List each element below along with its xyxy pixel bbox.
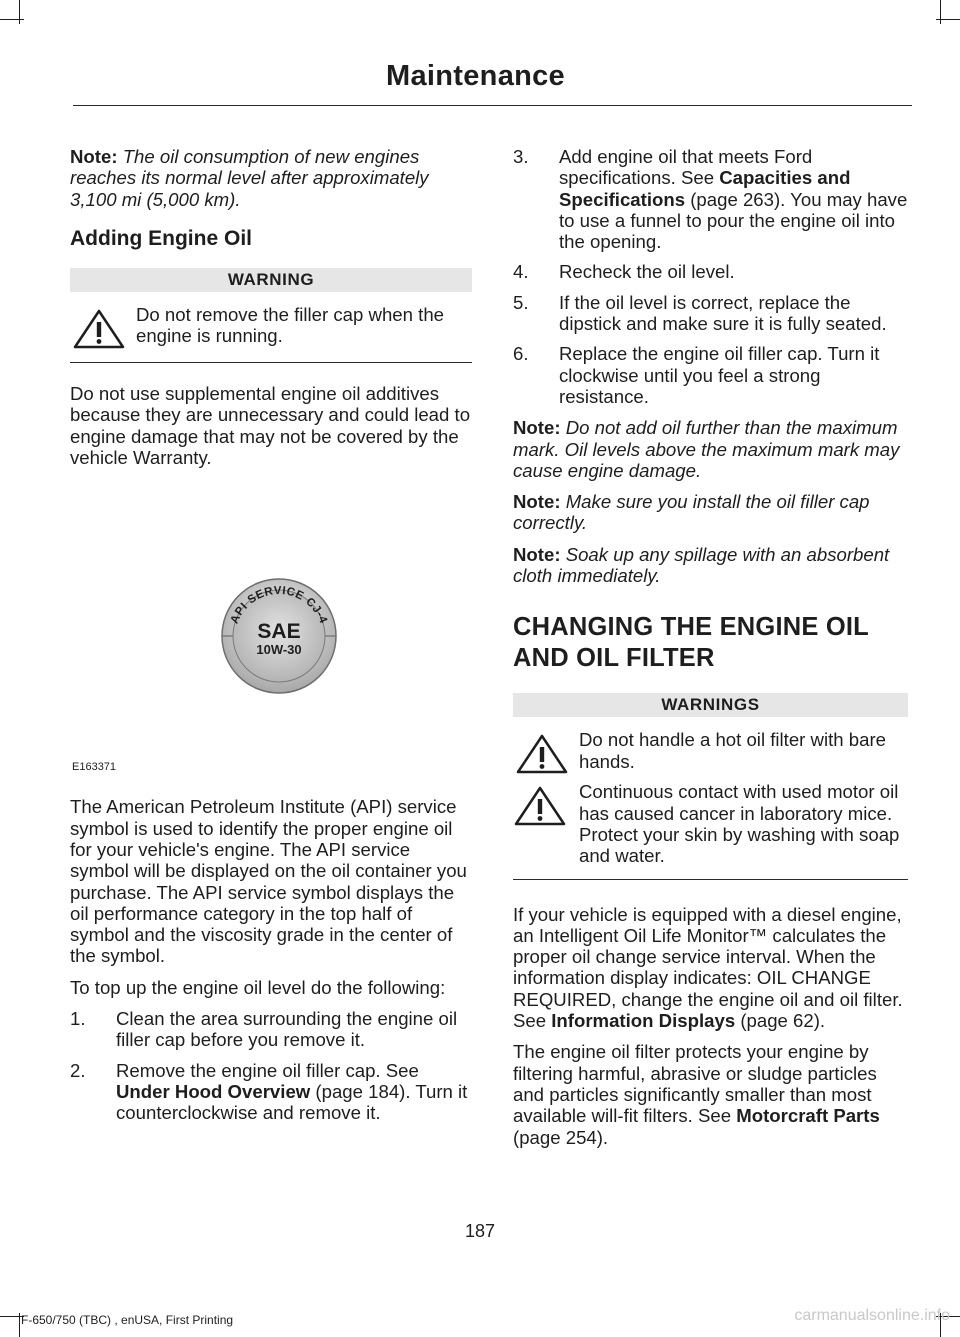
api-service-symbol xyxy=(219,576,339,696)
top-up-steps-right xyxy=(513,146,908,407)
under-hood-overview-link[interactable]: Under Hood Overview xyxy=(116,1080,311,1102)
warning-triangle-icon xyxy=(515,733,569,775)
top-up-intro: To top up the engine oil level do the following: xyxy=(70,976,446,998)
crop-mark xyxy=(0,19,24,20)
api-paragraph: The American Petroleum Institute (API) service symbol is used to identify the proper engine oil for your vehicle's engine. The API service symbol will be displayed on the oil container you purchase. The API service symbol displays the oil performance category in the top half of symbol and the viscosity grade in the center of the symbol. xyxy=(70,796,467,967)
warning-triangle-icon xyxy=(72,308,126,350)
header-rule xyxy=(73,105,912,106)
note-spillage: Note: Soak up any spillage with an absorbent cloth immediately. xyxy=(513,543,890,587)
list-item: 4. Recheck the oil level. xyxy=(513,261,735,283)
edition-info: F-650/750 (TBC) , enUSA, First Printing xyxy=(21,1313,234,1327)
symbol-top-text: API SERVICE CJ-4 xyxy=(228,585,330,626)
symbol-grade-text: 10W-30 xyxy=(256,642,302,658)
right-column xyxy=(513,146,908,1158)
capacities-specifications-link[interactable]: Capacities and Specifications xyxy=(559,167,851,210)
crop-mark xyxy=(19,1313,20,1337)
crop-mark xyxy=(19,0,20,24)
list-item: 3. Add engine oil that meets Ford specifications. See Capacities and Specifications (page 263). You may have to use a funnel to pour the engine oil into the opening. xyxy=(513,146,908,253)
oil-life-monitor-paragraph: If your vehicle is equipped with a diesel engine, an Intelligent Oil Life Monitor™ calculates the proper oil change service interval. When the information display indicates: OIL CHANGE REQUIRED, change the engine oil and oil filter. See Information Displays (page 62). xyxy=(513,903,903,1032)
section-title: Maintenance xyxy=(386,60,565,92)
warning-triangle-icon xyxy=(513,785,567,827)
symbol-center-text: SAE xyxy=(257,620,301,644)
list-item: 6. Replace the engine oil filler cap. Turn it clockwise until you feel a strong resistance. xyxy=(513,343,880,407)
warnings-title-bar: WARNINGS xyxy=(513,693,908,717)
additives-paragraph: Do not use supplemental engine oil additives because they are unnecessary and could lead to engine damage that may not be covered by the vehicle Warranty. xyxy=(70,383,471,469)
note-oil-consumption: Note: The oil consumption of new engines reaches its normal level after approximately 3,100 mi (5,000 km). xyxy=(70,146,429,210)
list-item: 1. Clean the area surrounding the engine oil filler cap before you remove it. xyxy=(70,1008,458,1051)
note-max-mark: Note: Do not add oil further than the maximum mark. Oil levels above the maximum mark may cause engine damage. xyxy=(513,417,900,481)
top-up-steps-left xyxy=(70,1008,472,1123)
figure-code: E163371 xyxy=(72,761,117,774)
note-filler-cap: Note: Make sure you install the oil filler cap correctly. xyxy=(513,491,870,534)
changing-oil-heading: CHANGING THE ENGINE OIL AND OIL FILTER xyxy=(513,613,869,673)
crop-mark xyxy=(940,0,941,24)
page-number: 187 xyxy=(464,1221,496,1241)
warning-hot-filter: Do not handle a hot oil filter with bare hands. xyxy=(513,729,908,773)
information-displays-link[interactable]: Information Displays xyxy=(551,1010,736,1032)
warning-used-oil: Continuous contact with used motor oil has caused cancer in laboratory mice. Protect your skin by washing with soap and water. xyxy=(513,781,908,879)
list-item: 5. If the oil level is correct, replace the dipstick and make sure it is fully seated. xyxy=(513,291,887,335)
list-item: 2. Remove the engine oil filler cap. See Under Hood Overview (page 184). Turn it counterclockwise and remove it. xyxy=(70,1059,468,1124)
api-symbol-figure xyxy=(70,478,472,778)
warning-filler-cap: Do not remove the filler cap when the engine is running. xyxy=(70,304,472,363)
watermark: carmanualsonline.info xyxy=(794,1307,950,1324)
oil-filter-paragraph: The engine oil filter protects your engine by filtering harmful, abrasive or sludge particles and particles significantly smaller than most available will-fit filters. See Motorcraft Parts (page 254). xyxy=(513,1041,880,1148)
left-column xyxy=(70,146,472,1134)
adding-engine-oil-heading: Adding Engine Oil xyxy=(70,226,252,250)
warning-title-bar: WARNING xyxy=(70,268,472,292)
motorcraft-parts-link[interactable]: Motorcraft Parts xyxy=(736,1105,880,1127)
